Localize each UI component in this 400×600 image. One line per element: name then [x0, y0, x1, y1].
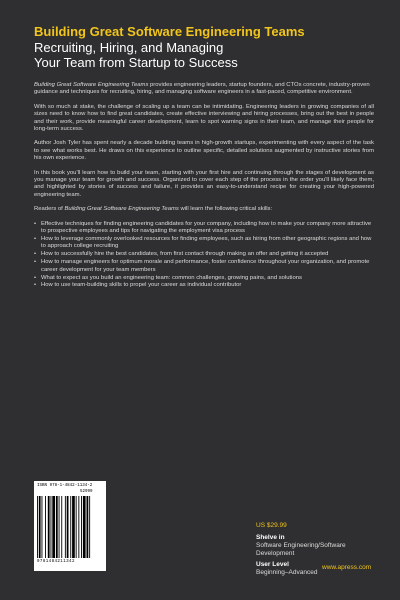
barcode-icon [37, 496, 103, 558]
skill-item [34, 251, 374, 258]
skills-intro-suffix: will learn the following critical skills: [178, 206, 273, 213]
bullet-icon: • [34, 274, 37, 281]
skill-text: How to use team-building skills to propel your career as individual contributor [41, 282, 242, 289]
learn-paragraph: In this book you'll learn how to build your team, starting with your first hire and continuing through the stages of development as you manage your team for growth and success. Organized to cover each step of the process in the order you'll likely face them, and highlighted by stories of success and failure, it provides an easy-to-understand recipe for creating your high-powered engineering team. [34, 169, 374, 198]
challenge-paragraph: With so much at stake, the challenge of scaling up a team can be intimidating. Engineering leaders in growing companies of all sizes need to know how to find great candidates, create effective interviewing and hiring processes, bring out the best in people and their work, provide meaningful career development, learn to spot warning signs in their team, and manage their people for long-term success. [34, 103, 374, 133]
bullet-icon: • [34, 259, 37, 266]
skill-text: Effective techniques for finding engineering candidates for your company, including how to make your company more attractive to prospective employees and tips for navigating the employment visa process [41, 220, 372, 235]
user-level-label: User Level [256, 561, 289, 568]
skills-intro-prefix: Readers of [34, 206, 65, 213]
shelve-in-value: Software Engineering/Software Development [256, 542, 346, 557]
shelve-in-label: Shelve in [256, 534, 285, 541]
back-cover-description [34, 82, 374, 290]
skill-text: How to manage engineers for optimum morale and performance, foster confidence throughout your organization, and promote career development for your team members [41, 259, 370, 273]
skill-item [34, 275, 374, 282]
skill-item [34, 236, 374, 251]
price-label: US $29.99 [256, 522, 287, 529]
intro-paragraph [34, 82, 374, 97]
skills-intro-book-title: Building Great Software Engineering Teams [64, 206, 179, 213]
user-level-value: Beginning–Advanced [256, 569, 318, 576]
isbn-bottom-label: 9781484211342 [37, 560, 75, 564]
subtitle-line-1: Recruiting, Hiring, and Managing [34, 40, 224, 55]
skill-item [34, 259, 374, 274]
skill-text: How to leverage commonly overlooked resources for finding employees, such as hiring from other geographic regions and how to approach college recruiting [41, 236, 372, 250]
publisher-url[interactable]: www.apress.com [322, 564, 372, 571]
bullet-icon: • [34, 251, 37, 258]
shelving-info [256, 522, 376, 580]
author-paragraph: Author Josh Tyler has spent nearly a decade building teams in high-growth startups, experimenting with every aspect of the task to see what works best. He draws on this experience to outline specific, detailed solutions augmented by instructive stories from his own experience. [34, 140, 374, 162]
bullet-icon: • [34, 282, 37, 289]
skill-item [34, 282, 374, 289]
bullet-icon: • [34, 220, 37, 227]
subtitle-line-2: Your Team from Startup to Success [34, 55, 238, 70]
bullet-icon: • [34, 236, 37, 242]
skills-intro-paragraph [34, 206, 374, 213]
skill-text: How to successfully hire the best candidates, from first contact through making an offer and getting it accepted [41, 251, 329, 258]
skill-text: What to expect as you build an engineering team: common challenges, growing pains, and solutions [41, 274, 302, 281]
intro-text: provides engineering leaders, startup founders, and CTOs concrete, industry-proven guidance and techniques for recruiting, hiring, and managing software engineers in a fast-paced, competitive environment. [34, 82, 370, 96]
isbn-top-label: ISBN 978-1-4842-1134-2 [37, 484, 93, 488]
price-code-label: 52999 [80, 490, 93, 494]
intro-book-title: Building Great Software Engineering Teams [34, 82, 149, 88]
book-subtitle [34, 40, 374, 70]
book-title: Building Great Software Engineering Teams [34, 24, 305, 39]
isbn-barcode-box [34, 481, 106, 571]
skill-item [34, 221, 374, 236]
skills-list [34, 221, 374, 290]
